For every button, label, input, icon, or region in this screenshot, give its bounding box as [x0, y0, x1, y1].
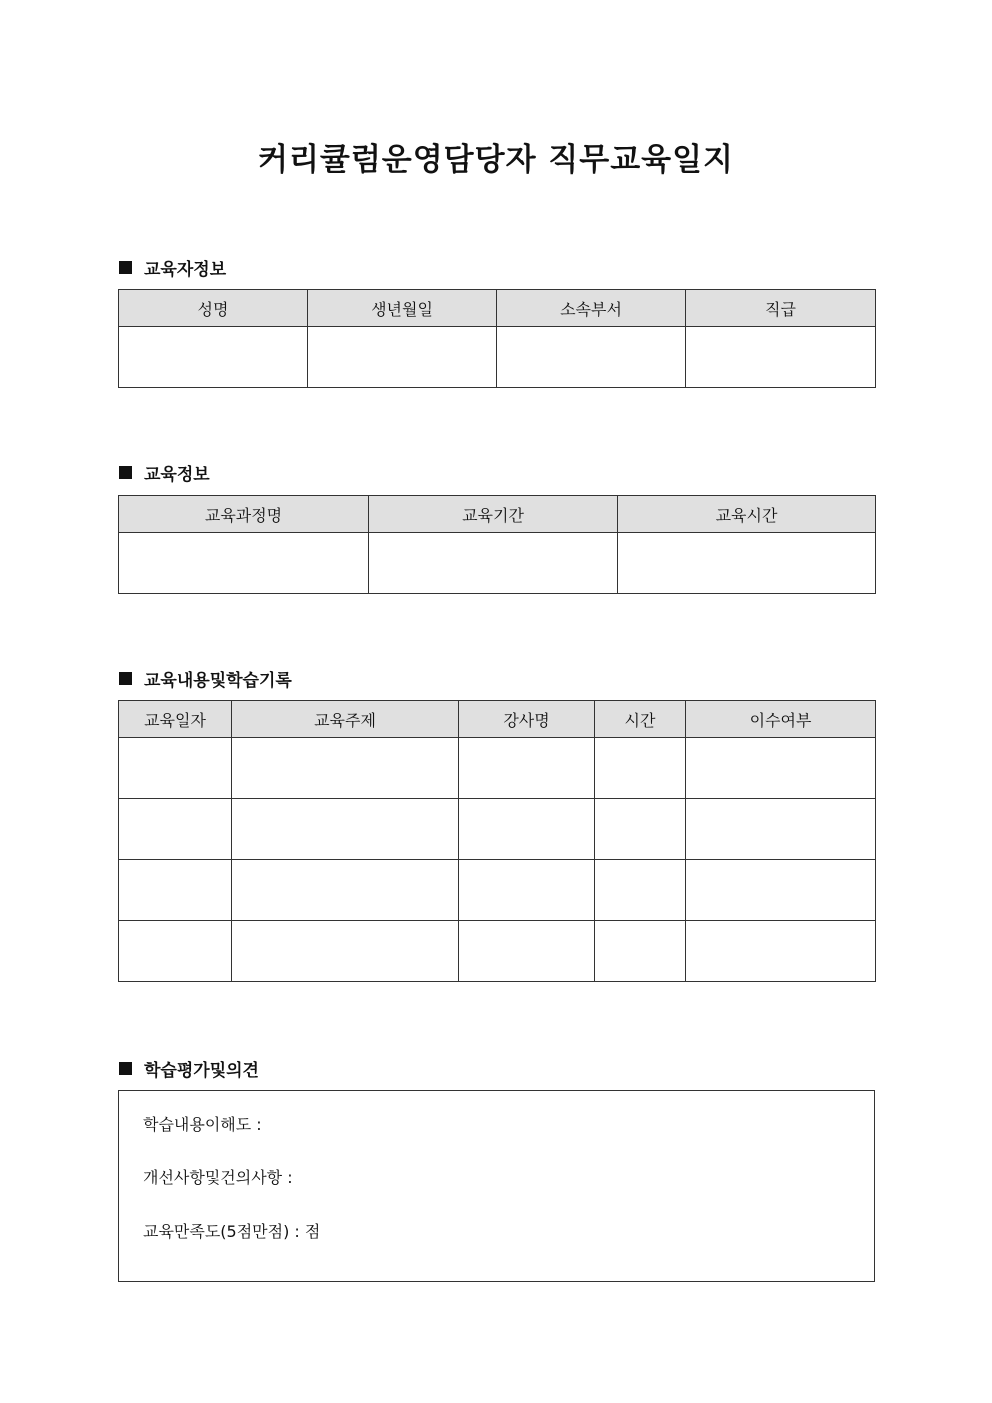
- date-cell[interactable]: [119, 860, 232, 921]
- time-cell[interactable]: [595, 860, 686, 921]
- suggestions-line: 개선사항및건의사항 :: [143, 1168, 293, 1187]
- square-bullet-icon: [119, 261, 132, 274]
- satisfaction-line: 교육만족도(5점만점) : 점: [143, 1222, 321, 1241]
- position-cell[interactable]: [686, 327, 876, 388]
- date-cell[interactable]: [119, 738, 232, 799]
- trainee-info-table: [118, 289, 876, 388]
- column-header-position: 직급: [686, 290, 876, 327]
- table-row: [119, 533, 876, 594]
- department-cell[interactable]: [497, 327, 686, 388]
- date-cell[interactable]: [119, 921, 232, 982]
- course-period-cell[interactable]: [369, 533, 618, 594]
- instructor-cell[interactable]: [459, 738, 595, 799]
- column-header-completion: 이수여부: [686, 701, 876, 738]
- column-header-time: 시간: [595, 701, 686, 738]
- column-header-course-period: 교육기간: [369, 496, 618, 533]
- table-header-row: [119, 701, 876, 738]
- section-heading-label: 교육내용및학습기록: [144, 671, 292, 691]
- section-heading-course: [119, 460, 210, 485]
- completion-cell[interactable]: [686, 860, 876, 921]
- topic-cell[interactable]: [232, 860, 459, 921]
- column-header-instructor: 강사명: [459, 701, 595, 738]
- table-row: [119, 921, 876, 982]
- square-bullet-icon: [119, 672, 132, 685]
- section-heading-records: [119, 666, 292, 691]
- section-heading-evaluation: [119, 1056, 259, 1081]
- course-name-cell[interactable]: [119, 533, 369, 594]
- topic-cell[interactable]: [232, 738, 459, 799]
- name-cell[interactable]: [119, 327, 308, 388]
- completion-cell[interactable]: [686, 921, 876, 982]
- column-header-department: 소속부서: [497, 290, 686, 327]
- column-header-birthdate: 생년월일: [308, 290, 497, 327]
- section-heading-trainee: [119, 255, 226, 280]
- section-heading-label: 교육정보: [144, 465, 210, 485]
- table-header-row: [119, 290, 876, 327]
- date-cell[interactable]: [119, 799, 232, 860]
- time-cell[interactable]: [595, 799, 686, 860]
- course-info-table: [118, 495, 876, 594]
- section-heading-label: 교육자정보: [144, 260, 227, 280]
- table-header-row: [119, 496, 876, 533]
- column-header-course-name: 교육과정명: [119, 496, 369, 533]
- comprehension-line: 학습내용이해도 :: [143, 1115, 262, 1134]
- completion-cell[interactable]: [686, 799, 876, 860]
- completion-cell[interactable]: [686, 738, 876, 799]
- birthdate-cell[interactable]: [308, 327, 497, 388]
- square-bullet-icon: [119, 466, 132, 479]
- table-row: [119, 327, 876, 388]
- column-header-date: 교육일자: [119, 701, 232, 738]
- column-header-topic: 교육주제: [232, 701, 459, 738]
- table-row: [119, 860, 876, 921]
- document-title: 커리큘럼운영담당자 직무교육일지: [258, 142, 734, 178]
- instructor-cell[interactable]: [459, 799, 595, 860]
- topic-cell[interactable]: [232, 921, 459, 982]
- course-hours-cell[interactable]: [618, 533, 876, 594]
- learning-records-table: [118, 700, 876, 982]
- table-row: [119, 738, 876, 799]
- instructor-cell[interactable]: [459, 860, 595, 921]
- evaluation-box[interactable]: [118, 1090, 875, 1282]
- time-cell[interactable]: [595, 921, 686, 982]
- time-cell[interactable]: [595, 738, 686, 799]
- table-row: [119, 799, 876, 860]
- instructor-cell[interactable]: [459, 921, 595, 982]
- topic-cell[interactable]: [232, 799, 459, 860]
- column-header-course-hours: 교육시간: [618, 496, 876, 533]
- section-heading-label: 학습평가및의견: [144, 1061, 259, 1081]
- column-header-name: 성명: [119, 290, 308, 327]
- square-bullet-icon: [119, 1062, 132, 1075]
